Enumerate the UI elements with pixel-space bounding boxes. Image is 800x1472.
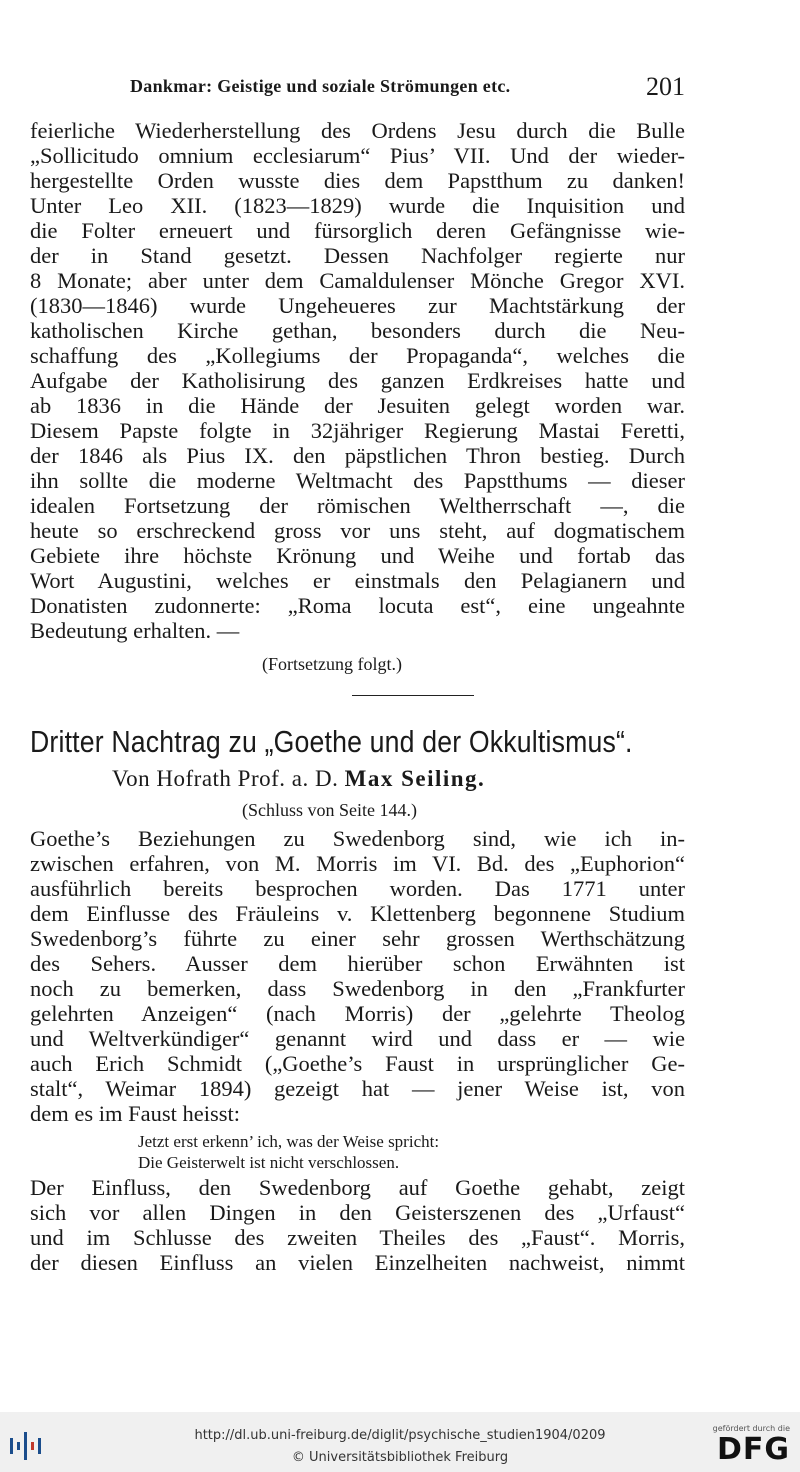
text-line: dem es im Faust heisst: <box>30 1101 240 1126</box>
verse-quote <box>138 1131 439 1173</box>
continuation-note: (Fortsetzung folgt.) <box>262 654 402 674</box>
text-line: ihn sollte die moderne Weltmacht des Papstthums — dieser <box>30 468 685 493</box>
text-line: Donatisten zudonnerte: „Roma locuta est“, eine ungeahnte <box>30 593 685 618</box>
paragraph-1 <box>30 118 685 643</box>
text-line: des Sehers. Ausser dem hierüber schon Erwähnten ist <box>30 951 685 976</box>
text-line: Bedeutung erhalten. — <box>30 618 240 643</box>
paragraph-2 <box>30 826 685 1126</box>
text-line: katholischen Kirche gethan, besonders durch die Neu- <box>30 318 685 343</box>
paragraph-3 <box>30 1175 685 1275</box>
text-line: sich vor allen Dingen in den Geisterszenen des „Urfaust“ <box>30 1200 685 1225</box>
author-name: Max Seiling. <box>344 766 486 791</box>
quote-line: Die Geisterwelt ist nicht verschlossen. <box>138 1153 400 1172</box>
copyright-notice: © Universitätsbibliothek Freiburg <box>291 1450 509 1465</box>
text-line: Gebiete ihre höchste Krönung und Weihe und fortab das <box>30 543 685 568</box>
text-line: feierliche Wiederherstellung des Ordens Jesu durch die Bulle <box>30 118 685 143</box>
article-author <box>112 766 485 792</box>
text-line: der diesen Einfluss an vielen Einzelheiten nachweist, nimmt <box>30 1250 685 1275</box>
text-line: der 1846 als Pius IX. den päpstlichen Thron bestieg. Durch <box>30 443 685 468</box>
text-line: zwischen erfahren, von M. Morris im VI. Bd. des „Euphorion“ <box>30 851 685 876</box>
funding-note: gefördert durch die <box>712 1424 790 1433</box>
text-line: noch zu bemerken, dass Swedenborg in den „Frankfurter <box>30 976 685 1001</box>
author-prefix: Von Hofrath Prof. a. D. <box>112 766 339 791</box>
text-line: auch Erich Schmidt („Goethe’s Faust in ursprünglicher Ge- <box>30 1051 685 1076</box>
article-subtitle: (Schluss von Seite 144.) <box>242 800 417 820</box>
text-line: heute so erschreckend gross vor uns steht, auf dogmatischem <box>30 518 685 543</box>
text-line: Unter Leo XII. (1823—1829) wurde die Inquisition und <box>30 193 685 218</box>
text-line: Goethe’s Beziehungen zu Swedenborg sind, wie ich in- <box>30 826 685 851</box>
text-line: 8 Monate; aber unter dem Camaldulenser Mönche Gregor XVI. <box>30 268 685 293</box>
permalink-url[interactable]: http://dl.ub.uni-freiburg.de/diglit/psychische_studien1904/0209 <box>194 1428 606 1443</box>
text-line: und Weltverkündiger“ genannt wird und dass er — wie <box>30 1026 685 1051</box>
text-line: schaffung des „Kollegiums der Propaganda“, welches die <box>30 343 685 368</box>
text-line: und im Schlusse des zweiten Theiles des „Faust“. Morris, <box>30 1225 685 1250</box>
section-divider <box>352 695 474 696</box>
text-line: dem Einflusse des Fräuleins v. Klettenberg begonnene Studium <box>30 901 685 926</box>
text-line: Wort Augustini, welches er einstmals den Pelagianern und <box>30 568 685 593</box>
running-head-title: Dankmar: Geistige und soziale Strömungen etc. <box>130 76 511 96</box>
running-head <box>30 74 685 104</box>
viewer-footer <box>0 1412 800 1472</box>
quote-line: Jetzt erst erkenn’ ich, was der Weise spricht: <box>138 1132 440 1151</box>
text-line: Aufgabe der Katholisirung des ganzen Erdkreises hatte und <box>30 368 685 393</box>
text-line: die Folter erneuert und fürsorglich deren Gefängnisse wie- <box>30 218 685 243</box>
text-line: Swedenborg’s führte zu einer sehr grossen Werthschätzung <box>30 926 685 951</box>
text-line: „Sollicitudo omnium ecclesiarum“ Pius’ VII. Und der wieder- <box>30 143 685 168</box>
text-line: ab 1836 in die Hände der Jesuiten gelegt worden war. <box>30 393 685 418</box>
text-line: idealen Fortsetzung der römischen Weltherrschaft —, die <box>30 493 685 518</box>
text-line: Der Einfluss, den Swedenborg auf Goethe gehabt, zeigt <box>30 1175 685 1200</box>
text-line: Diesem Papste folgte in 32jähriger Regierung Mastai Feretti, <box>30 418 685 443</box>
text-line: gelehrten Anzeigen“ (nach Morris) der „gelehrte Theolog <box>30 1001 685 1026</box>
text-line: stalt“, Weimar 1894) gezeigt hat — jener Weise ist, von <box>30 1076 685 1101</box>
text-line: hergestellte Orden wusste dies dem Papstthum zu danken! <box>30 168 685 193</box>
text-line: ausführlich bereits besprochen worden. Das 1771 unter <box>30 876 685 901</box>
dfg-logo: DFG <box>716 1432 790 1467</box>
article-title: Dritter Nachtrag zu „Goethe und der Okkultismus“. <box>30 724 633 759</box>
text-line: (1830—1846) wurde Ungeheueres zur Machtstärkung der <box>30 293 685 318</box>
page-number: 201 <box>646 72 685 101</box>
text-line: der in Stand gesetzt. Dessen Nachfolger regierte nur <box>30 243 685 268</box>
